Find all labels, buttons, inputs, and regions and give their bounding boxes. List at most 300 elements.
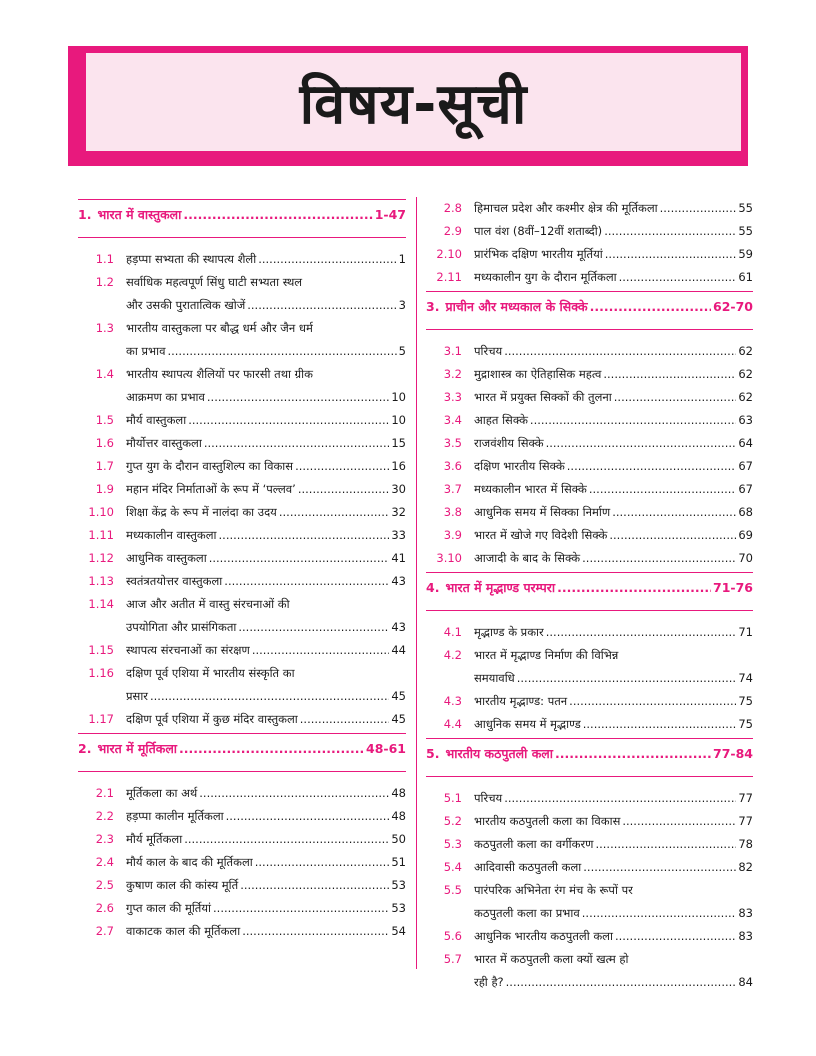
entry-line [474, 363, 753, 386]
entry-number: 3.7 [443, 482, 462, 496]
entry-title: वाकाटक काल की मूर्तिकला [126, 924, 241, 938]
toc-entry[interactable] [426, 621, 753, 644]
dot-leader [660, 197, 737, 220]
entry-title: राजवंशीय सिक्के [474, 436, 544, 450]
dot-leader [504, 787, 736, 810]
entry-line [474, 501, 753, 524]
entry-number: 2.2 [95, 809, 114, 823]
toc-entry[interactable] [426, 856, 753, 879]
entry-body [474, 386, 753, 409]
toc-entry[interactable] [426, 948, 753, 994]
toc-entry[interactable] [426, 644, 753, 690]
entry-title: प्रारंभिक दक्षिण भारतीय मूर्तियां [474, 247, 603, 261]
chapter-heading[interactable] [426, 298, 753, 323]
entry-page-number: 84 [738, 975, 753, 989]
entry-line [126, 432, 406, 455]
entry-title: सर्वाधिक महत्वपूर्ण सिंधु घाटी सभ्यता स्थल [126, 275, 303, 289]
entry-number: 1.16 [88, 666, 114, 680]
entry-line [474, 455, 753, 478]
toc-entry[interactable] [78, 662, 406, 708]
entry-page-number: 55 [738, 201, 753, 215]
entry-title: दक्षिण पूर्व एशिया में भारतीय संस्कृति का [126, 666, 295, 680]
toc-entry[interactable] [426, 455, 753, 478]
toc-entry[interactable] [78, 874, 406, 897]
entry-line [474, 713, 753, 736]
entry-title: भारत में खोजे गए विदेशी सिक्के [474, 528, 608, 542]
toc-entry[interactable] [78, 363, 406, 409]
dot-leader [255, 851, 390, 874]
entry-number: 5.2 [443, 814, 462, 828]
entry-line [126, 294, 406, 317]
dot-leader [300, 708, 390, 731]
entry-page-number: 67 [738, 459, 753, 473]
dot-leader [557, 580, 711, 595]
entry-line [126, 570, 406, 593]
entry-page-number: 55 [738, 224, 753, 238]
chapter-title: भारत में मृद्भाण्ड परम्परा [445, 580, 556, 595]
dot-leader [603, 363, 736, 386]
toc-entry[interactable] [426, 197, 753, 220]
entry-line [126, 874, 406, 897]
entry-page-number: 71 [738, 625, 753, 639]
entry-number: 3.2 [443, 367, 462, 381]
entry-page-number: 41 [391, 551, 406, 565]
entry-title: मध्यकालीन युग के दौरान मूर्तिकला [474, 270, 617, 284]
entry-page-number: 74 [738, 671, 753, 685]
toc-entry[interactable] [78, 547, 406, 570]
entry-title: आधुनिक समय में सिक्का निर्माण [474, 505, 611, 519]
entry-body [126, 570, 406, 593]
toc-entry[interactable] [426, 386, 753, 409]
entry-number: 4.4 [443, 717, 462, 731]
entry-title: भारत में कठपुतली कला क्यों खत्म हो [474, 952, 629, 966]
toc-entry[interactable] [78, 570, 406, 593]
entry-body [474, 340, 753, 363]
dot-leader [188, 409, 389, 432]
entry-number: 2.10 [436, 247, 462, 261]
dot-leader [167, 340, 396, 363]
entry-body [126, 805, 406, 828]
column-divider [416, 197, 417, 969]
entry-page-number: 75 [738, 694, 753, 708]
chapter-number: 3. [426, 299, 440, 314]
entry-title: पारंपरिक अभिनेता रंग मंच के रूपों पर [474, 883, 633, 897]
entry-line [126, 386, 406, 409]
entry-title: और उसकी पुरातात्विक खोजें [126, 298, 246, 312]
dot-leader [589, 478, 737, 501]
entry-line [474, 644, 753, 667]
entry-title: भारतीय मृद्भाण्ड: पतन [474, 694, 568, 708]
entry-title: परिचय [474, 791, 503, 805]
entry-title: स्थापत्य संरचनाओं का संरक्षण [126, 643, 250, 657]
entry-body [474, 524, 753, 547]
chapter-rule-bottom [78, 237, 406, 238]
entry-body [126, 501, 406, 524]
toc-entry[interactable] [426, 478, 753, 501]
entry-line [126, 639, 406, 662]
toc-entry[interactable] [78, 524, 406, 547]
toc-entry[interactable] [426, 409, 753, 432]
entry-line [474, 220, 753, 243]
entry-page-number: 5 [398, 344, 406, 358]
dot-leader [530, 409, 736, 432]
entry-line [126, 524, 406, 547]
entry-body [474, 432, 753, 455]
entry-number: 5.1 [443, 791, 462, 805]
entry-page-number: 48 [391, 786, 406, 800]
entry-number: 4.3 [443, 694, 462, 708]
entry-number: 1.14 [88, 597, 114, 611]
chapter-rule-top [426, 738, 753, 739]
entry-title: आहत सिक्के [474, 413, 528, 427]
dot-leader [179, 741, 364, 756]
entry-page-number: 64 [738, 436, 753, 450]
entry-title: भारत में प्रयुक्त सिक्कों की तुलना [474, 390, 612, 404]
entry-number: 1.6 [95, 436, 114, 450]
entry-number: 2.9 [443, 224, 462, 238]
entry-page-number: 62 [738, 367, 753, 381]
entry-body [474, 644, 753, 690]
dot-leader [226, 805, 390, 828]
chapter-number: 1. [78, 207, 92, 222]
toc-right-column [426, 197, 753, 994]
chapter-page-range: 48-61 [366, 741, 406, 756]
dot-leader [567, 455, 737, 478]
chapter-number: 4. [426, 580, 440, 595]
entry-title: मौर्योत्तर वास्तुकला [126, 436, 202, 450]
entry-number: 1.1 [95, 252, 114, 266]
chapter-page-range: 62-70 [713, 299, 753, 314]
entry-body [474, 948, 753, 994]
entry-body [474, 833, 753, 856]
entry-number: 1.7 [95, 459, 114, 473]
entry-body [474, 197, 753, 220]
entry-body [126, 432, 406, 455]
dot-leader [242, 920, 389, 943]
entry-page-number: 33 [391, 528, 406, 542]
toc-entry[interactable] [426, 524, 753, 547]
entry-body [474, 409, 753, 432]
entry-body [474, 363, 753, 386]
entry-page-number: 70 [738, 551, 753, 565]
toc-entry[interactable] [78, 897, 406, 920]
entry-number: 3.1 [443, 344, 462, 358]
dot-leader [209, 547, 390, 570]
entry-page-number: 69 [738, 528, 753, 542]
entry-number: 1.12 [88, 551, 114, 565]
entry-line [126, 478, 406, 501]
dot-leader [583, 856, 736, 879]
entry-line [474, 478, 753, 501]
entry-line [474, 266, 753, 289]
entry-body [126, 363, 406, 409]
toc-entry[interactable] [78, 828, 406, 851]
entry-page-number: 83 [738, 929, 753, 943]
toc-entry[interactable] [426, 432, 753, 455]
entry-line [474, 925, 753, 948]
chapter-heading[interactable] [78, 206, 406, 231]
chapter-rule-top [78, 199, 406, 200]
entry-number: 1.9 [95, 482, 114, 496]
entry-title: का प्रभाव [126, 344, 166, 358]
entry-page-number: 59 [738, 247, 753, 261]
page-title: विषय-सूची [299, 72, 528, 137]
dot-leader [258, 248, 396, 271]
dot-leader [595, 833, 736, 856]
entry-number: 3.5 [443, 436, 462, 450]
dot-leader [609, 524, 736, 547]
entry-body [474, 455, 753, 478]
entry-title: पाल वंश (8वीं–12वीं शताब्दी) [474, 224, 603, 238]
dot-leader [612, 501, 736, 524]
dot-leader [582, 547, 736, 570]
dot-leader [240, 874, 389, 897]
chapter-title: भारतीय कठपुतली कला [445, 746, 554, 761]
chapter-heading[interactable] [426, 579, 753, 604]
entry-line [126, 248, 406, 271]
entry-page-number: 63 [738, 413, 753, 427]
toc-entry[interactable] [78, 708, 406, 731]
entry-line [126, 593, 406, 616]
toc-entry[interactable] [78, 639, 406, 662]
toc-entry[interactable] [78, 432, 406, 455]
toc-entry[interactable] [78, 805, 406, 828]
entry-title: आजादी के बाद के सिक्के [474, 551, 581, 565]
entry-page-number: 43 [391, 574, 406, 588]
toc-entry[interactable] [78, 851, 406, 874]
toc-entry[interactable] [426, 810, 753, 833]
entry-page-number: 61 [738, 270, 753, 284]
entry-line [126, 363, 406, 386]
toc-entry[interactable] [426, 690, 753, 713]
entry-line [474, 787, 753, 810]
entry-page-number: 15 [391, 436, 406, 450]
entry-page-number: 50 [391, 832, 406, 846]
toc-entry[interactable] [78, 920, 406, 943]
entry-title: महान मंदिर निर्माताओं के रूप में ‘पल्लव’ [126, 482, 296, 496]
entry-line [474, 690, 753, 713]
entry-page-number: 53 [391, 878, 406, 892]
entry-body [126, 851, 406, 874]
entry-line [126, 782, 406, 805]
entry-number: 1.2 [95, 275, 114, 289]
dot-leader [582, 902, 737, 925]
dot-leader [295, 455, 389, 478]
entry-line [474, 547, 753, 570]
toc-entry[interactable] [426, 787, 753, 810]
toc-entry[interactable] [426, 243, 753, 266]
dot-leader [224, 570, 389, 593]
entry-number: 3.4 [443, 413, 462, 427]
entry-page-number: 32 [391, 505, 406, 519]
entry-number: 1.5 [95, 413, 114, 427]
entry-line [126, 685, 406, 708]
dot-leader [279, 501, 390, 524]
entry-page-number: 82 [738, 860, 753, 874]
entry-line [126, 828, 406, 851]
entry-page-number: 83 [738, 906, 753, 920]
entry-line [126, 501, 406, 524]
entry-title: हड़प्पा कालीन मूर्तिकला [126, 809, 224, 823]
entry-line [474, 879, 753, 902]
entry-title: आधुनिक भारतीय कठपुतली कला [474, 929, 613, 943]
entry-line [126, 547, 406, 570]
entry-page-number: 77 [738, 791, 753, 805]
toc-entry[interactable] [426, 220, 753, 243]
chapter-page-range: 71-76 [713, 580, 753, 595]
chapter-title: भारत में वास्तुकला [97, 207, 182, 222]
entry-body [126, 874, 406, 897]
toc-entry[interactable] [78, 478, 406, 501]
entry-body [126, 271, 406, 317]
toc-entry[interactable] [426, 340, 753, 363]
entry-number: 4.1 [443, 625, 462, 639]
toc-entry[interactable] [78, 593, 406, 639]
entry-body [126, 317, 406, 363]
entry-page-number: 78 [738, 837, 753, 851]
toc-entry[interactable] [78, 501, 406, 524]
entry-line [126, 271, 406, 294]
entry-number: 2.6 [95, 901, 114, 915]
dot-leader [504, 340, 736, 363]
chapter-page-range: 1-47 [374, 207, 406, 222]
entry-number: 2.1 [95, 786, 114, 800]
entry-title: मौर्य मूर्तिकला [126, 832, 183, 846]
dot-leader [517, 667, 737, 690]
entry-line [474, 524, 753, 547]
entry-title: आदिवासी कठपुतली कला [474, 860, 582, 874]
entry-body [126, 547, 406, 570]
toc-entry[interactable] [426, 833, 753, 856]
chapter-rule-bottom [426, 776, 753, 777]
entry-number: 2.5 [95, 878, 114, 892]
entry-line [126, 317, 406, 340]
entry-body [474, 787, 753, 810]
entry-body [126, 828, 406, 851]
dot-leader [247, 294, 396, 317]
entry-page-number: 44 [391, 643, 406, 657]
entry-number: 1.13 [88, 574, 114, 588]
dot-leader [619, 266, 737, 289]
entry-line [126, 851, 406, 874]
chapter-heading[interactable] [78, 740, 406, 765]
entry-title: मुद्राशास्त्र का ऐतिहासिक महत्व [474, 367, 602, 381]
entry-body [126, 409, 406, 432]
toc-entry[interactable] [78, 317, 406, 363]
entry-number: 5.5 [443, 883, 462, 897]
toc-entry[interactable] [78, 782, 406, 805]
entry-body [126, 524, 406, 547]
entry-title: मौर्य वास्तुकला [126, 413, 187, 427]
dot-leader [183, 207, 372, 222]
chapter-number: 2. [78, 741, 92, 756]
entry-line [474, 409, 753, 432]
entry-title: शिक्षा केंद्र के रूप में नालंदा का उदय [126, 505, 277, 519]
dot-leader [614, 386, 737, 409]
entry-number: 1.4 [95, 367, 114, 381]
chapter-heading[interactable] [426, 745, 753, 770]
entry-title: मृद्भाण्ड के प्रकार [474, 625, 544, 639]
chapter-rule-top [78, 733, 406, 734]
entry-line [474, 810, 753, 833]
entry-page-number: 54 [391, 924, 406, 938]
dot-leader [213, 897, 389, 920]
dot-leader [252, 639, 390, 662]
dot-leader [590, 299, 711, 314]
entry-number: 3.6 [443, 459, 462, 473]
entry-line [126, 897, 406, 920]
toc-entry[interactable] [426, 925, 753, 948]
entry-body [126, 593, 406, 639]
entry-page-number: 3 [398, 298, 406, 312]
entry-line [126, 805, 406, 828]
toc-entry[interactable] [78, 455, 406, 478]
entry-title: आज और अतीत में वास्तु संरचनाओं की [126, 597, 290, 611]
entry-page-number: 75 [738, 717, 753, 731]
entry-number: 2.4 [95, 855, 114, 869]
entry-number: 4.2 [443, 648, 462, 662]
entry-title: गुप्त युग के दौरान वास्तुशिल्प का विकास [126, 459, 294, 473]
entry-body [474, 501, 753, 524]
entry-body [474, 478, 753, 501]
entry-number: 2.7 [95, 924, 114, 938]
entry-title: आधुनिक वास्तुकला [126, 551, 207, 565]
entry-title: दक्षिण भारतीय सिक्के [474, 459, 565, 473]
dot-leader [207, 386, 389, 409]
dot-leader [569, 690, 736, 713]
entry-title: भारतीय स्थापत्य शैलियों पर फारसी तथा ग्रीक [126, 367, 313, 381]
chapter-rule-top [426, 572, 753, 573]
entry-line [474, 386, 753, 409]
toc-entry[interactable] [426, 547, 753, 570]
entry-number: 1.10 [88, 505, 114, 519]
entry-page-number: 30 [391, 482, 406, 496]
entry-line [474, 902, 753, 925]
entry-title: हिमाचल प्रदेश और कश्मीर क्षेत्र की मूर्तिकला [474, 201, 658, 215]
entry-title: समयावधि [474, 671, 515, 685]
toc-entry[interactable] [426, 266, 753, 289]
entry-title: भारत में मृद्भाण्ड निर्माण की विभिन्न [474, 648, 619, 662]
toc-entry[interactable] [426, 713, 753, 736]
entry-body [474, 925, 753, 948]
entry-body [474, 243, 753, 266]
entry-number: 1.17 [88, 712, 114, 726]
dot-leader [605, 243, 737, 266]
entry-line [474, 667, 753, 690]
toc-entry[interactable] [426, 879, 753, 925]
entry-line [474, 948, 753, 971]
chapter-title: भारत में मूर्तिकला [97, 741, 178, 756]
toc-entry[interactable] [426, 363, 753, 386]
chapter-number: 5. [426, 746, 440, 761]
entry-body [474, 220, 753, 243]
dot-leader [199, 782, 389, 805]
entry-number: 3.9 [443, 528, 462, 542]
toc-entry[interactable] [426, 501, 753, 524]
entry-page-number: 43 [391, 620, 406, 634]
toc-entry[interactable] [78, 248, 406, 271]
entry-line [474, 621, 753, 644]
entry-body [474, 713, 753, 736]
toc-entry[interactable] [78, 271, 406, 317]
entry-line [126, 616, 406, 639]
toc-entry[interactable] [78, 409, 406, 432]
entry-title: कठपुतली कला का प्रभाव [474, 906, 580, 920]
entry-page-number: 48 [391, 809, 406, 823]
entry-line [126, 340, 406, 363]
entry-title: आक्रमण का प्रभाव [126, 390, 205, 404]
entry-body [126, 248, 406, 271]
